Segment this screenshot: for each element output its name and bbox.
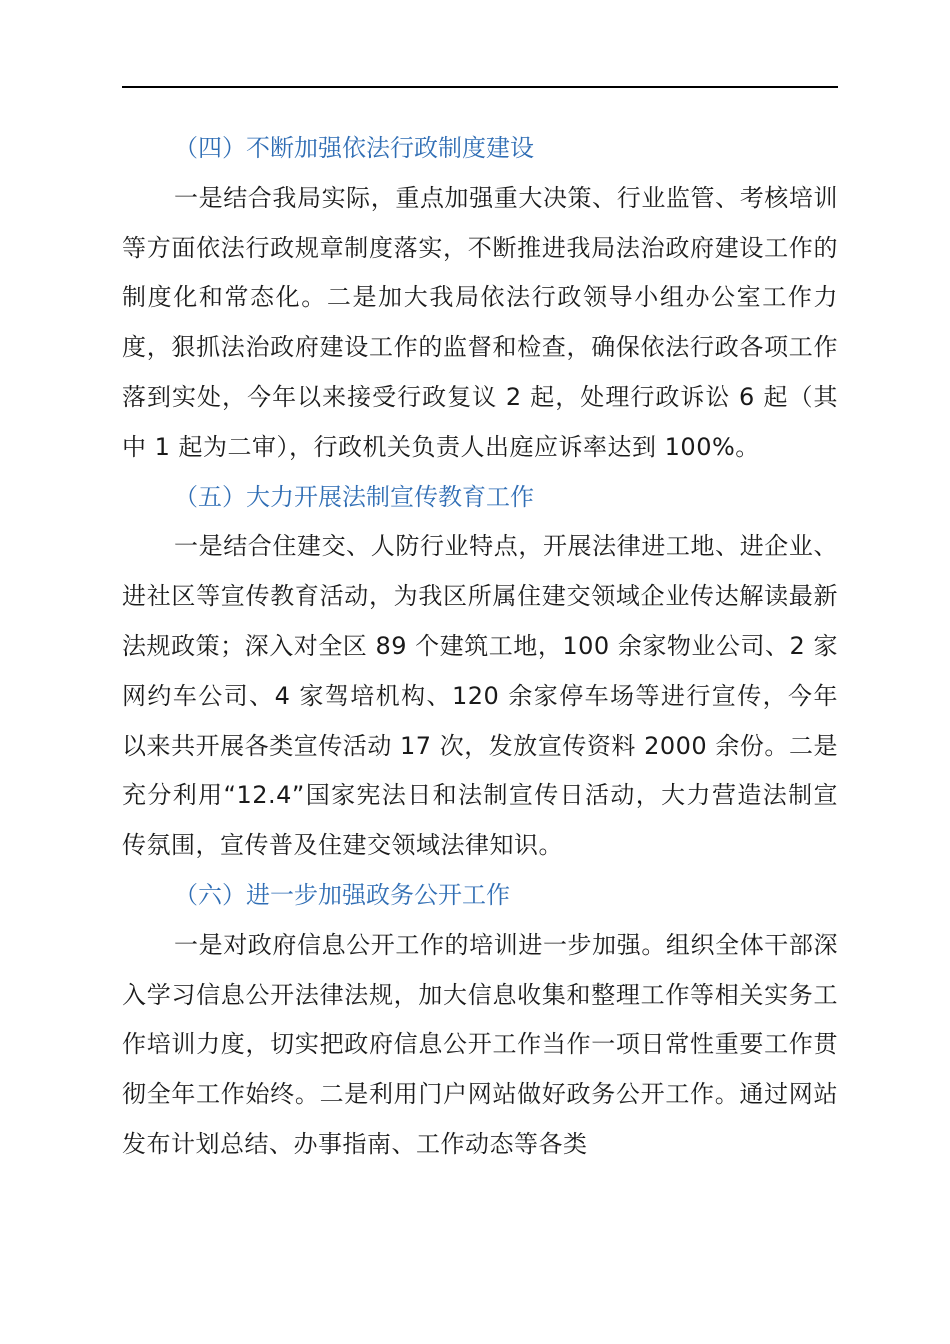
section-paragraph-6: 一是对政府信息公开工作的培训进一步加强。组织全体干部深入学习信息公开法律法规，加大信息收集和整理工作等相关实务工作培训力度，切实把政府信息公开工作当作一项日常性重要工作贯彻全年工作始终。二是利用门户网站做好政务公开工作。通过网站发布计划总结、办事指南、工作动态等各类 xyxy=(122,930,838,1158)
section-heading-4: （四）不断加强依法行政制度建设 xyxy=(174,134,534,162)
document-body xyxy=(122,124,838,1170)
section-paragraph-5: 一是结合住建交、人防行业特点，开展法律进工地、进企业、进社区等宣传教育活动，为我区所属住建交领域企业传达解读最新法规政策；深入对全区 89 个建筑工地，100 余家物业公司、2 家网约车公司、4 家驾培机构、120 余家停车场等进行宣传，今年以来共开展各类宣传活动 17 次，发放宣传资料 2000 余份。二是充分利用“12.4”国家宪法日和法制宣传日活动，大力营造法制宣传氛围，宣传普及住建交领域法律知识。 xyxy=(122,532,838,860)
header-rule xyxy=(122,86,838,88)
section-heading-5: （五）大力开展法制宣传教育工作 xyxy=(174,482,534,511)
section-paragraph-4: 一是结合我局实际，重点加强重大决策、行业监管、考核培训等方面依法行政规章制度落实，不断推进我局法治政府建设工作的制度化和常态化。二是加大我局依法行政领导小组办公室工作力度，狠抓法治政府建设工作的监督和检查，确保依法行政各项工作落到实处，今年以来接受行政复议 2 起，处理行政诉讼 6 起（其中 1 起为二审），行政机关负责人出庭应诉率达到 100%。 xyxy=(122,183,838,461)
section-heading-6: （六）进一步加强政务公开工作 xyxy=(174,880,510,909)
